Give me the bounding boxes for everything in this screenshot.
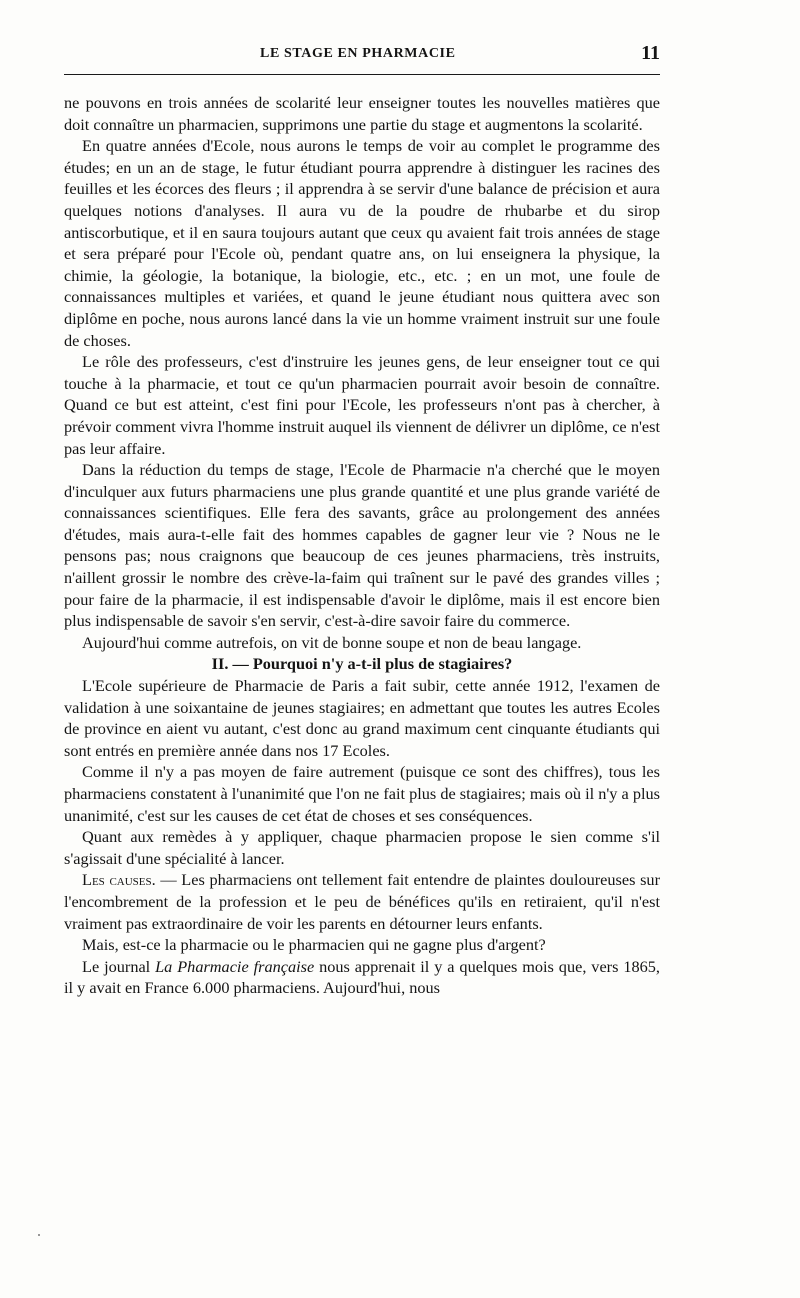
- header-rule: [64, 74, 660, 75]
- paragraph-8: Quant aux remèdes à y appliquer, chaque pharmacien propose le sien comme s'il s'agissait d'une spécialité à lancer.: [64, 827, 660, 868]
- paragraph-1: ne pouvons en trois années de scolarité leur enseigner toutes les nouvelles matières que doit connaître un pharmacien, supprimons une partie du stage et augmentons la scolarité.: [64, 93, 660, 134]
- paragraph-6: L'Ecole supérieure de Pharmacie de Paris a fait subir, cette année 1912, l'examen de validation à une soixantaine de jeunes stagiaires; en admettant que toutes les autres Ecoles de province en aient vu autant, c'est donc au grand maximum cent cinquante étudiants qui sont entrés en première année dans nos 17 Ecoles.: [64, 676, 660, 760]
- running-title: LE STAGE EN PHARMACIE: [260, 46, 456, 61]
- journal-after: nous apprenait il y a quelques mois que, vers 1865, il y avait en France 6.000 pharmaciens. Aujourd'hui, nous: [64, 956, 660, 998]
- causes-lead: Les causes.: [82, 870, 156, 890]
- paragraph-journal: [64, 956, 660, 999]
- page-header: [64, 42, 660, 68]
- causes-text: — Les pharmaciens ont tellement fait entendre de plaintes douloureuses sur l'encombrement de la profession et le peu de bénéfices qu'ils en retiraient, qu'il n'est vraiment pas extraordinaire de voir les parents en détourner leurs enfants.: [64, 870, 660, 933]
- journal-title: La Pharmacie française: [155, 956, 315, 976]
- print-speck: [36, 1232, 42, 1238]
- page-number: 11: [641, 42, 660, 64]
- paragraph-3: Le rôle des professeurs, c'est d'instruire les jeunes gens, de leur enseigner tout ce qui touche à la pharmacie, et tout ce qu'un pharmacien pourrait avoir besoin de connaître. Quand ce but est atteint, c'est fini pour l'Ecole, les professeurs n'ont pas à chercher, à prévoir comment vivra l'homme instruit auquel ils viennent de délivrer un diplôme, ce n'est pas leur affaire.: [64, 352, 660, 458]
- section-heading: II. — Pourquoi n'y a-t-il plus de stagiaires?: [211, 654, 513, 674]
- paragraph-4: Dans la réduction du temps de stage, l'Ecole de Pharmacie n'a cherché que le moyen d'inculquer aux futurs pharmaciens une plus grande quantité et une plus grande variété de connaissances scientifiques. Elle fera des savants, grâce au prolongement des années d'études, mais aura-t-elle fait des hommes capables de gagner leur vie ? Nous ne le pensons pas; nous craignons que beaucoup de ces jeunes pharmaciens, très instruits, n'aillent grossir le nombre des crève-la-faim qui traînent sur le pavé des grandes villes ; pour faire de la pharmacie, il est indispensable d'avoir le diplôme, mais il est encore bien plus indispensable de savoir s'en servir, c'est-à-dire savoir faire du commerce.: [64, 460, 660, 631]
- paragraph-7: Comme il n'y a pas moyen de faire autrement (puisque ce sont des chiffres), tous les pharmaciens constatent à l'unanimité que l'on ne fait plus de stagiaires; mais où il n'y a plus unanimité, c'est sur les causes de cet état de choses et ses conséquences.: [64, 762, 660, 825]
- paragraph-5: Aujourd'hui comme autrefois, on vit de bonne soupe et non de beau langage.: [82, 632, 582, 652]
- paragraph-causes: [64, 869, 660, 934]
- paragraph-question: Mais, est-ce la pharmacie ou le pharmacien qui ne gagne plus d'argent?: [82, 935, 546, 955]
- journal-before: Le journal: [82, 956, 156, 976]
- paragraph-2: En quatre années d'Ecole, nous aurons le temps de voir au complet le programme des études; en un an de stage, le futur étudiant pourra apprendre à distinguer les racines des feuilles et les écorces des fleurs ; il apprendra à se servir d'une balance de précision et aura quelques notions d'analyses. Il aura vu de la poudre de rhubarbe et du sirop antiscorbutique, et il en saura toujours autant que ceux qu avaient fait trois années de stage et sera préparé pour l'Ecole où, pendant quatre ans, on lui enseignera la physique, la chimie, la géologie, la botanique, la biologie, etc., etc. ; en un mot, une foule de connaissances multiples et variées, et quand le jeune étudiant nous quittera avec son diplôme en poche, nous aurons lancé dans la vie un homme vraiment instruit sur une foule de choses.: [64, 136, 660, 350]
- body-text: [64, 92, 660, 999]
